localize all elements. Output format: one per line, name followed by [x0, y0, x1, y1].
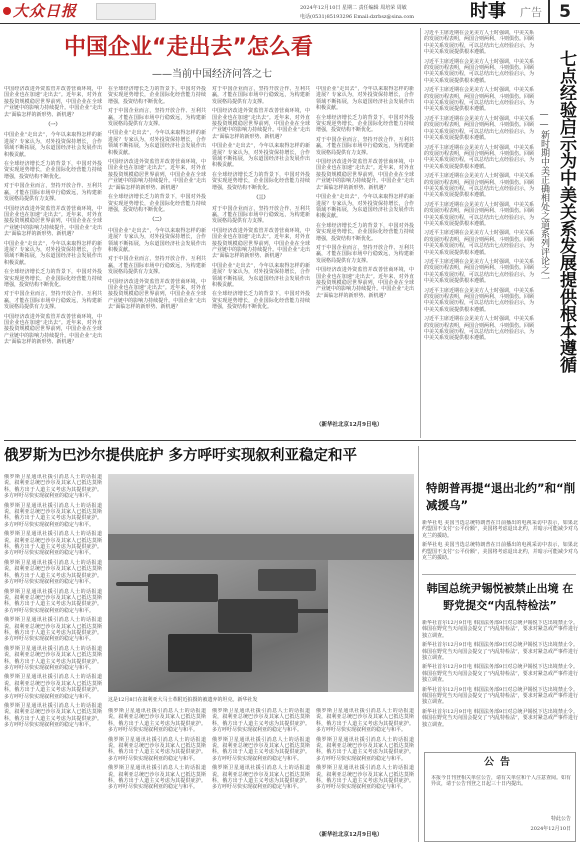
- article-trump-nato: [422, 446, 578, 572]
- article1-para: 在全球经济增长乏力的背景下，中国对外投资实现逆势增长，企业国际化经营能力持续增强，投资结构不断优化。: [108, 86, 206, 105]
- article2-title: 七点经验启示为中美关系发展提供根本遵循: [556, 50, 576, 373]
- article3-para: 俄罗斯卫星通讯社援引消息人士的话报道说，叙利亚总统巴沙尔及其家人已抵达莫斯科，俄方出于人道主义考虑为其提供庇护。多方呼吁尽快实现叙利亚的稳定与和平。: [4, 559, 102, 586]
- article1-para: 在全球经济增长乏力的背景下，中国对外投资实现逆势增长，企业国际化经营能力持续增强，投资结构不断优化。: [212, 291, 310, 311]
- contact-line: 电话(0531)85193296 Email:dzrbsz@sina.com: [300, 14, 415, 20]
- notice-signer: 特此公告: [550, 816, 571, 822]
- article-korea-travel-ban: [422, 578, 578, 748]
- article2-para: 习近平主席近期在会见美方人士时强调，中美关系的发展历程表明，两国合则两利、斗则俱伤。回顾中美关系发展历程，可以总结出七点经验启示，为中美关系发展提供根本遵循。: [424, 87, 534, 113]
- article1-para: 中国企业“走出去”，今年以来取得怎样的新进展？专家认为，对外投资保持增长，合作领域不断拓展，为东道国经济社会发展作出积极贡献。: [4, 240, 102, 266]
- article1-para: 在全球经济增长乏力的背景下，中国对外投资实现逆势增长，企业国际化经营能力持续增强，投资结构不断优化。: [108, 194, 206, 213]
- article3-col4: [316, 708, 414, 826]
- article1-para: 中国企业“走出去”，今年以来取得怎样的新进展？专家认为，对外投资保持增长，合作领域不断拓展，为东道国经济社会发展作出积极贡献。: [108, 130, 206, 156]
- article1-para: 中国企业“走出去”，今年以来取得怎样的新进展？专家认为，对外投资保持增长，合作领域不断拓展，为东道国经济社会发展作出积极贡献。: [316, 86, 414, 112]
- article1-para: 中国企业“走出去”，今年以来取得怎样的新进展？专家认为，对外投资保持增长，合作领域不断拓展，为东道国经济社会发展作出积极贡献。: [108, 227, 206, 253]
- article1-para: 对于中国企业而言，坚持开放合作、互利共赢，才能在国际市场中行稳致远，为构建新发展格局提供有力支撑。: [316, 136, 414, 156]
- article1-para: 中国经济改进外资监管并改善营商环境，中国企业也在加速“走出去”。近年来，对外直接投资规模稳居世界前列，中国企业在全球产业链中的影响力持续提升。中国企业“走出去”面临怎样的新形势、新机遇？: [212, 108, 310, 140]
- article1-col2: [108, 86, 206, 434]
- article1-para: 中国企业“走出去”，今年以来取得怎样的新进展？专家认为，对外投资保持增长，合作领域不断拓展，为东道国经济社会发展作出积极贡献。: [4, 132, 102, 158]
- article1-para: 中国企业“走出去”，今年以来取得怎样的新进展？专家认为，对外投资保持增长，合作领域不断拓展，为东道国经济社会发展作出积极贡献。: [212, 262, 310, 288]
- article3-para: 俄罗斯卫星通讯社援引消息人士的话报道说，叙利亚总统巴沙尔及其家人已抵达莫斯科，俄方出于人道主义考虑为其提供庇护。多方呼吁尽快实现叙利亚的稳定与和平。: [212, 765, 310, 791]
- tank-photo: [108, 474, 414, 692]
- article3-para: 俄罗斯卫星通讯社援引消息人士的话报道说，叙利亚总统巴沙尔及其家人已抵达莫斯科，俄方出于人道主义考虑为其提供庇护。多方呼吁尽快实现叙利亚的稳定与和平。: [4, 703, 102, 729]
- article1-para: 中国企业“走出去”，今年以来取得怎样的新进展？专家认为，对外投资保持增长，合作领域不断拓展，为东道国经济社会发展作出积极贡献。: [316, 194, 414, 220]
- article-enterprise-going-global: [4, 28, 418, 438]
- article2-para: 习近平主席近期在会见美方人士时强调，中美关系的发展历程表明，两国合则两利、斗则俱伤。回顾中美关系发展历程，可以总结出七点经验启示，为中美关系发展提供根本遵循。: [424, 230, 534, 256]
- article1-para: 中国经济改进外资监管并改善营商环境，中国企业也在加速“走出去”。近年来，对外直接投资规模稳居世界前列，中国企业在全球产业链中的影响力持续提升。中国企业“走出去”面临怎样的新形势、新机遇？: [4, 313, 102, 346]
- tank-shape: [258, 569, 316, 591]
- article1-para: 中国经济改进外资监管并改善营商环境，中国企业也在加速“走出去”。近年来，对外直接投资规模稳居世界前列，中国企业在全球产业链中的影响力持续提升。中国企业“走出去”面临怎样的新形势、新机遇？: [4, 205, 102, 238]
- article1-para: 中国经济改进外资监管并改善营商环境，中国企业也在加速“走出去”。近年来，对外直接投资规模稳居世界前列，中国企业在全球产业链中的影响力持续提升。中国企业“走出去”面临怎样的新形势、新机遇？: [108, 159, 206, 191]
- article4-para: 新华社电 美国当选总统特朗普在日前播出的电视采访中表示，如果北约盟国不支付“公平份额”，美国将考虑退出北约，并暗示可能减少对乌克兰的援助。: [422, 520, 578, 539]
- article1-para: 中国经济改进外资监管并改善营商环境，中国企业也在加速“走出去”。近年来，对外直接投资规模稳居世界前列，中国企业在全球产业链中的影响力持续提升。中国企业“走出去”面临怎样的新形势、新机遇？: [212, 227, 310, 260]
- article3-para: 俄罗斯卫星通讯社援引消息人士的话报道说，叙利亚总统巴沙尔及其家人已抵达莫斯科，俄方出于人道主义考虑为其提供庇护。多方呼吁尽快实现叙利亚的稳定与和平。: [108, 765, 206, 791]
- article4-para: 新华社电 美国当选总统特朗普在日前播出的电视采访中表示，如果北约盟国不支付“公平份额”，美国将考虑退出北约，并暗示可能减少对乌克兰的援助。: [422, 542, 578, 562]
- article1-para: 对于中国企业而言，坚持开放合作、互利共赢，才能在国际市场中行稳致远，为构建新发展格局提供有力支撑。: [108, 108, 206, 128]
- article1-para: 中国企业“走出去”，今年以来取得怎样的新进展？专家认为，对外投资保持增长，合作领域不断拓展，为东道国经济社会发展作出积极贡献。: [212, 143, 310, 169]
- tank-barrel: [116, 582, 158, 586]
- article2-para: 习近平主席近期在会见美方人士时强调，中美关系的发展历程表明，两国合则两利、斗则俱伤。回顾中美关系发展历程，可以总结出七点经验启示，为中美关系发展提供根本遵循。: [424, 173, 534, 199]
- article1-title: 中国企业“走出去”怎么看: [64, 35, 313, 60]
- article2-para: 习近平主席近期在会见美方人士时强调，中美关系的发展历程表明，两国合则两利、斗则俱伤。回顾中美关系发展历程，可以总结出七点经验启示，为中美关系发展提供根本遵循。: [424, 30, 534, 56]
- ad-mark: 广告: [520, 6, 542, 19]
- tank-shape: [148, 574, 218, 602]
- public-notice: [424, 752, 576, 842]
- article3-para: 俄罗斯卫星通讯社援引消息人士的话报道说，叙利亚总统巴沙尔及其家人已抵达莫斯科，俄方出于人道主义考虑为其提供庇护。多方呼吁尽快实现叙利亚的稳定与和平。: [212, 708, 310, 734]
- article5-para: 新华社首尔12月9日电 韩国法务部9日对总统尹锡悦下达出境禁止令。韩国在野党当天向国会提交了“内乱特检法”，要求对紧急戒严事件进行独立调查。: [422, 664, 578, 684]
- article2-para: 习近平主席近期在会见美方人士时强调，中美关系的发展历程表明，两国合则两利、斗则俱伤。回顾中美关系发展历程，可以总结出七点经验启示，为中美关系发展提供根本遵循。: [424, 58, 534, 84]
- article1-para: 在全球经济增长乏力的背景下，中国对外投资实现逆势增长，企业国际化经营能力持续增强，投资结构不断优化。: [316, 114, 414, 134]
- article2-para: 习近平主席近期在会见美方人士时强调，中美关系的发展历程表明，两国合则两利、斗则俱伤。回顾中美关系发展历程，可以总结出七点经验启示，为中美关系发展提供根本遵循。: [424, 201, 534, 227]
- article1-signature: （新华社北京12月9日电）: [316, 422, 383, 428]
- article1-para: 对于中国企业而言，坚持开放合作、互利共赢，才能在国际市场中行稳致远，为构建新发展格局提供有力支撑。: [212, 86, 310, 105]
- notice-title: 公告: [484, 757, 516, 768]
- article1-section-heading: （二）: [149, 217, 165, 224]
- article3-signature: （新华社北京12月9日电）: [316, 832, 383, 838]
- article1-para: 对于中国企业而言，坚持开放合作、互利共赢，才能在国际市场中行稳致远，为构建新发展格局提供有力支撑。: [212, 205, 310, 225]
- article2-para: 习近平主席近期在会见美方人士时强调，中美关系的发展历程表明，两国合则两利、斗则俱伤。回顾中美关系发展历程，可以总结出七点经验启示，为中美关系发展提供根本遵循。: [424, 316, 534, 342]
- article3-para: 俄罗斯卫星通讯社援引消息人士的话报道说，叙利亚总统巴沙尔及其家人已抵达莫斯科，俄方出于人道主义考虑为其提供庇护。多方呼吁尽快实现叙利亚的稳定与和平。: [4, 674, 102, 700]
- article3-title: 俄罗斯为巴沙尔提供庇护 多方呼吁实现叙利亚稳定和平: [4, 448, 358, 464]
- article3-para: 俄罗斯卫星通讯社援引消息人士的话报道说，叙利亚总统巴沙尔及其家人已抵达莫斯科，俄方出于人道主义考虑为其提供庇护。多方呼吁尽快实现叙利亚的稳定与和平。: [4, 531, 102, 557]
- article2-body: [424, 30, 534, 434]
- article3-para: 俄罗斯卫星通讯社援引消息人士的话报道说，叙利亚总统巴沙尔及其家人已抵达莫斯科，俄方出于人道主义考虑为其提供庇护。多方呼吁尽快实现叙利亚的稳定与和平。: [4, 474, 102, 500]
- article4-title: 特朗普再提“退出北约”和“削减援乌”: [426, 481, 576, 512]
- article5-title: 韩国总统尹锡悦被禁止出境 在野党提交“内乱特检法”: [426, 582, 574, 612]
- article1-para: 中国经济改进外资监管并改善营商环境，中国企业也在加速“走出去”。近年来，对外直接投资规模稳居世界前列，中国企业在全球产业链中的影响力持续提升。中国企业“走出去”面临怎样的新形势、新机遇？: [316, 159, 414, 191]
- article5-para: 新华社首尔12月9日电 韩国法务部9日对总统尹锡悦下达出境禁止令。韩国在野党当天向国会提交了“内乱特检法”，要求对紧急戒严事件进行独立调查。: [422, 642, 578, 662]
- article3-para: 俄罗斯卫星通讯社援引消息人士的话报道说，叙利亚总统巴沙尔及其家人已抵达莫斯科，俄方出于人道主义考虑为其提供庇护。多方呼吁尽快实现叙利亚的稳定与和平。: [4, 502, 102, 528]
- article1-para: 在全球经济增长乏力的背景下，中国对外投资实现逆势增长，企业国际化经营能力持续增强，投资结构不断优化。: [212, 171, 310, 191]
- article1-para: 在全球经济增长乏力的背景下，中国对外投资实现逆势增长，企业国际化经营能力持续增强，投资结构不断优化。: [4, 161, 102, 180]
- article5-para: 新华社首尔12月9日电 韩国法务部9日对总统尹锡悦下达出境禁止令。韩国在野党当天向国会提交了“内乱特检法”，要求对紧急戒严事件进行独立调查。: [422, 620, 578, 639]
- article2-para: 习近平主席近期在会见美方人士时强调，中美关系的发展历程表明，两国合则两利、斗则俱伤。回顾中美关系发展历程，可以总结出七点经验启示，为中美关系发展提供根本遵循。: [424, 259, 534, 285]
- article3-para: 俄罗斯卫星通讯社援引消息人士的话报道说，叙利亚总统巴沙尔及其家人已抵达莫斯科，俄方出于人道主义考虑为其提供庇护。多方呼吁尽快实现叙利亚的稳定与和平。: [108, 708, 206, 734]
- notice-body: 本报今日刊登相关单位公告，请有关单位和个人注意查阅。如有异议，请于公告刊登之日起三十日内提出。: [431, 775, 571, 788]
- article-russia-asylum: [4, 446, 414, 842]
- article3-col2: [108, 708, 206, 838]
- photo-road: [328, 560, 414, 692]
- article2-para: 习近平主席近期在会见美方人士时强调，中美关系的发展历程表明，两国合则两利、斗则俱伤。回顾中美关系发展历程，可以总结出七点经验启示，为中美关系发展提供根本遵循。: [424, 287, 534, 313]
- article3-col3: [212, 708, 310, 838]
- masthead: [0, 0, 580, 24]
- column-divider: [420, 28, 421, 438]
- masthead-ad-block: [96, 3, 156, 20]
- article1-para: 在全球经济增长乏力的背景下，中国对外投资实现逆势增长，企业国际化经营能力持续增强，投资结构不断优化。: [316, 222, 414, 242]
- article5-para: 新华社首尔12月9日电 韩国法务部9日对总统尹锡悦下达出境禁止令。韩国在野党当天向国会提交了“内乱特检法”，要求对紧急戒严事件进行独立调查。: [422, 686, 578, 706]
- article3-para: 俄罗斯卫星通讯社援引消息人士的话报道说，叙利亚总统巴沙尔及其家人已抵达莫斯科，俄方出于人道主义考虑为其提供庇护。多方呼吁尽快实现叙利亚的稳定与和平。: [212, 736, 310, 762]
- article1-col1: [4, 86, 102, 434]
- newspaper-logo-icon: [3, 7, 11, 15]
- photo-tree-line: [108, 534, 414, 560]
- article1-col4: [316, 86, 414, 416]
- section-title: 时事: [470, 1, 506, 22]
- page-number: 5: [548, 0, 580, 24]
- masthead-rule: [0, 23, 580, 24]
- article1-section-heading: （一）: [45, 122, 61, 129]
- date-line: 2024年12月10日 星期二 责任编辑 周培荣 周敏: [300, 5, 407, 11]
- tank-shape: [218, 599, 298, 633]
- column-divider: [418, 446, 419, 842]
- article4-body: [422, 520, 578, 570]
- article2-subtitle: ——新时期中美正确相处之道系列评论之一: [539, 110, 549, 283]
- article3-para: 俄罗斯卫星通讯社援引消息人士的话报道说，叙利亚总统巴沙尔及其家人已抵达莫斯科，俄方出于人道主义考虑为其提供庇护。多方呼吁尽快实现叙利亚的稳定与和平。: [316, 736, 414, 762]
- article1-para: 对于中国企业而言，坚持开放合作、互利共赢，才能在国际市场中行稳致远，为构建新发展格局提供有力支撑。: [108, 256, 206, 276]
- article1-para: 中国经济改进外资监管并改善营商环境，中国企业也在加速“走出去”。近年来，对外直接投资规模稳居世界前列，中国企业在全球产业链中的影响力持续提升。中国企业“走出去”面临怎样的新形势、新机遇？: [108, 278, 206, 311]
- article2-para: 习近平主席近期在会见美方人士时强调，中美关系的发展历程表明，两国合则两利、斗则俱伤。回顾中美关系发展历程，可以总结出七点经验启示，为中美关系发展提供根本遵循。: [424, 115, 534, 142]
- section-rule: [4, 440, 576, 441]
- paper-name: 大众日报: [13, 2, 78, 20]
- article3-para: 俄罗斯卫星通讯社援引消息人士的话报道说，叙利亚总统巴沙尔及其家人已抵达莫斯科，俄方出于人道主义考虑为其提供庇护。多方呼吁尽快实现叙利亚的稳定与和平。: [108, 736, 206, 762]
- article3-col1: [4, 474, 102, 838]
- article1-para: 对于中国企业而言，坚持开放合作、互利共赢，才能在国际市场中行稳致远，为构建新发展格局提供有力支撑。: [4, 183, 102, 203]
- article3-para: 俄罗斯卫星通讯社援引消息人士的话报道说，叙利亚总统巴沙尔及其家人已抵达莫斯科，俄方出于人道主义考虑为其提供庇护。多方呼吁尽快实现叙利亚的稳定与和平。: [4, 617, 102, 643]
- notice-date: 2024年12月10日: [530, 826, 571, 832]
- article1-para: 中国经济改进外资监管并改善营商环境，中国企业也在加速“走出去”。近年来，对外直接投资规模稳居世界前列，中国企业在全球产业链中的影响力持续提升。中国企业“走出去”面临怎样的新形势、新机遇？: [4, 86, 102, 118]
- article3-para: 俄罗斯卫星通讯社援引消息人士的话报道说，叙利亚总统巴沙尔及其家人已抵达莫斯科，俄方出于人道主义考虑为其提供庇护。多方呼吁尽快实现叙利亚的稳定与和平。: [4, 588, 102, 614]
- photo-caption: 这是12月8日在叙利亚大马士革附近拍摄的被遗弃的坦克。新华社发: [108, 697, 258, 703]
- article1-para: 对于中国企业而言，坚持开放合作、互利共赢，才能在国际市场中行稳致远，为构建新发展格局提供有力支撑。: [4, 291, 102, 311]
- article1-col3: [212, 86, 310, 434]
- section-rule: [422, 574, 576, 575]
- tank-shape: [168, 634, 252, 672]
- article1-para: 中国经济改进外资监管并改善营商环境，中国企业也在加速“走出去”。近年来，对外直接投资规模稳居世界前列，中国企业在全球产业链中的影响力持续提升。中国企业“走出去”面临怎样的新形势、新机遇？: [316, 267, 414, 299]
- article3-para: 俄罗斯卫星通讯社援引消息人士的话报道说，叙利亚总统巴沙尔及其家人已抵达莫斯科，俄方出于人道主义考虑为其提供庇护。多方呼吁尽快实现叙利亚的稳定与和平。: [316, 708, 414, 734]
- article5-body: [422, 620, 578, 746]
- article1-section-heading: （三）: [253, 195, 269, 202]
- article-seven-experiences: [424, 28, 580, 438]
- article1-para: 在全球经济增长乏力的背景下，中国对外投资实现逆势增长，企业国际化经营能力持续增强，投资结构不断优化。: [4, 269, 102, 288]
- article3-para: 俄罗斯卫星通讯社援引消息人士的话报道说，叙利亚总统巴沙尔及其家人已抵达莫斯科，俄方出于人道主义考虑为其提供庇护。多方呼吁尽快实现叙利亚的稳定与和平。: [316, 765, 414, 791]
- article5-para: 新华社首尔12月9日电 韩国法务部9日对总统尹锡悦下达出境禁止令。韩国在野党当天向国会提交了“内乱特检法”，要求对紧急戒严事件进行独立调查。: [422, 708, 578, 728]
- article1-para: 对于中国企业而言，坚持开放合作、互利共赢，才能在国际市场中行稳致远，为构建新发展格局提供有力支撑。: [316, 244, 414, 264]
- article1-subtitle: ——当前中国经济问答之七: [152, 69, 272, 80]
- article2-para: 习近平主席近期在会见美方人士时强调，中美关系的发展历程表明，两国合则两利、斗则俱伤。回顾中美关系发展历程，可以总结出七点经验启示，为中美关系发展提供根本遵循。: [424, 144, 534, 170]
- article3-para: 俄罗斯卫星通讯社援引消息人士的话报道说，叙利亚总统巴沙尔及其家人已抵达莫斯科，俄方出于人道主义考虑为其提供庇护。多方呼吁尽快实现叙利亚的稳定与和平。: [4, 645, 102, 671]
